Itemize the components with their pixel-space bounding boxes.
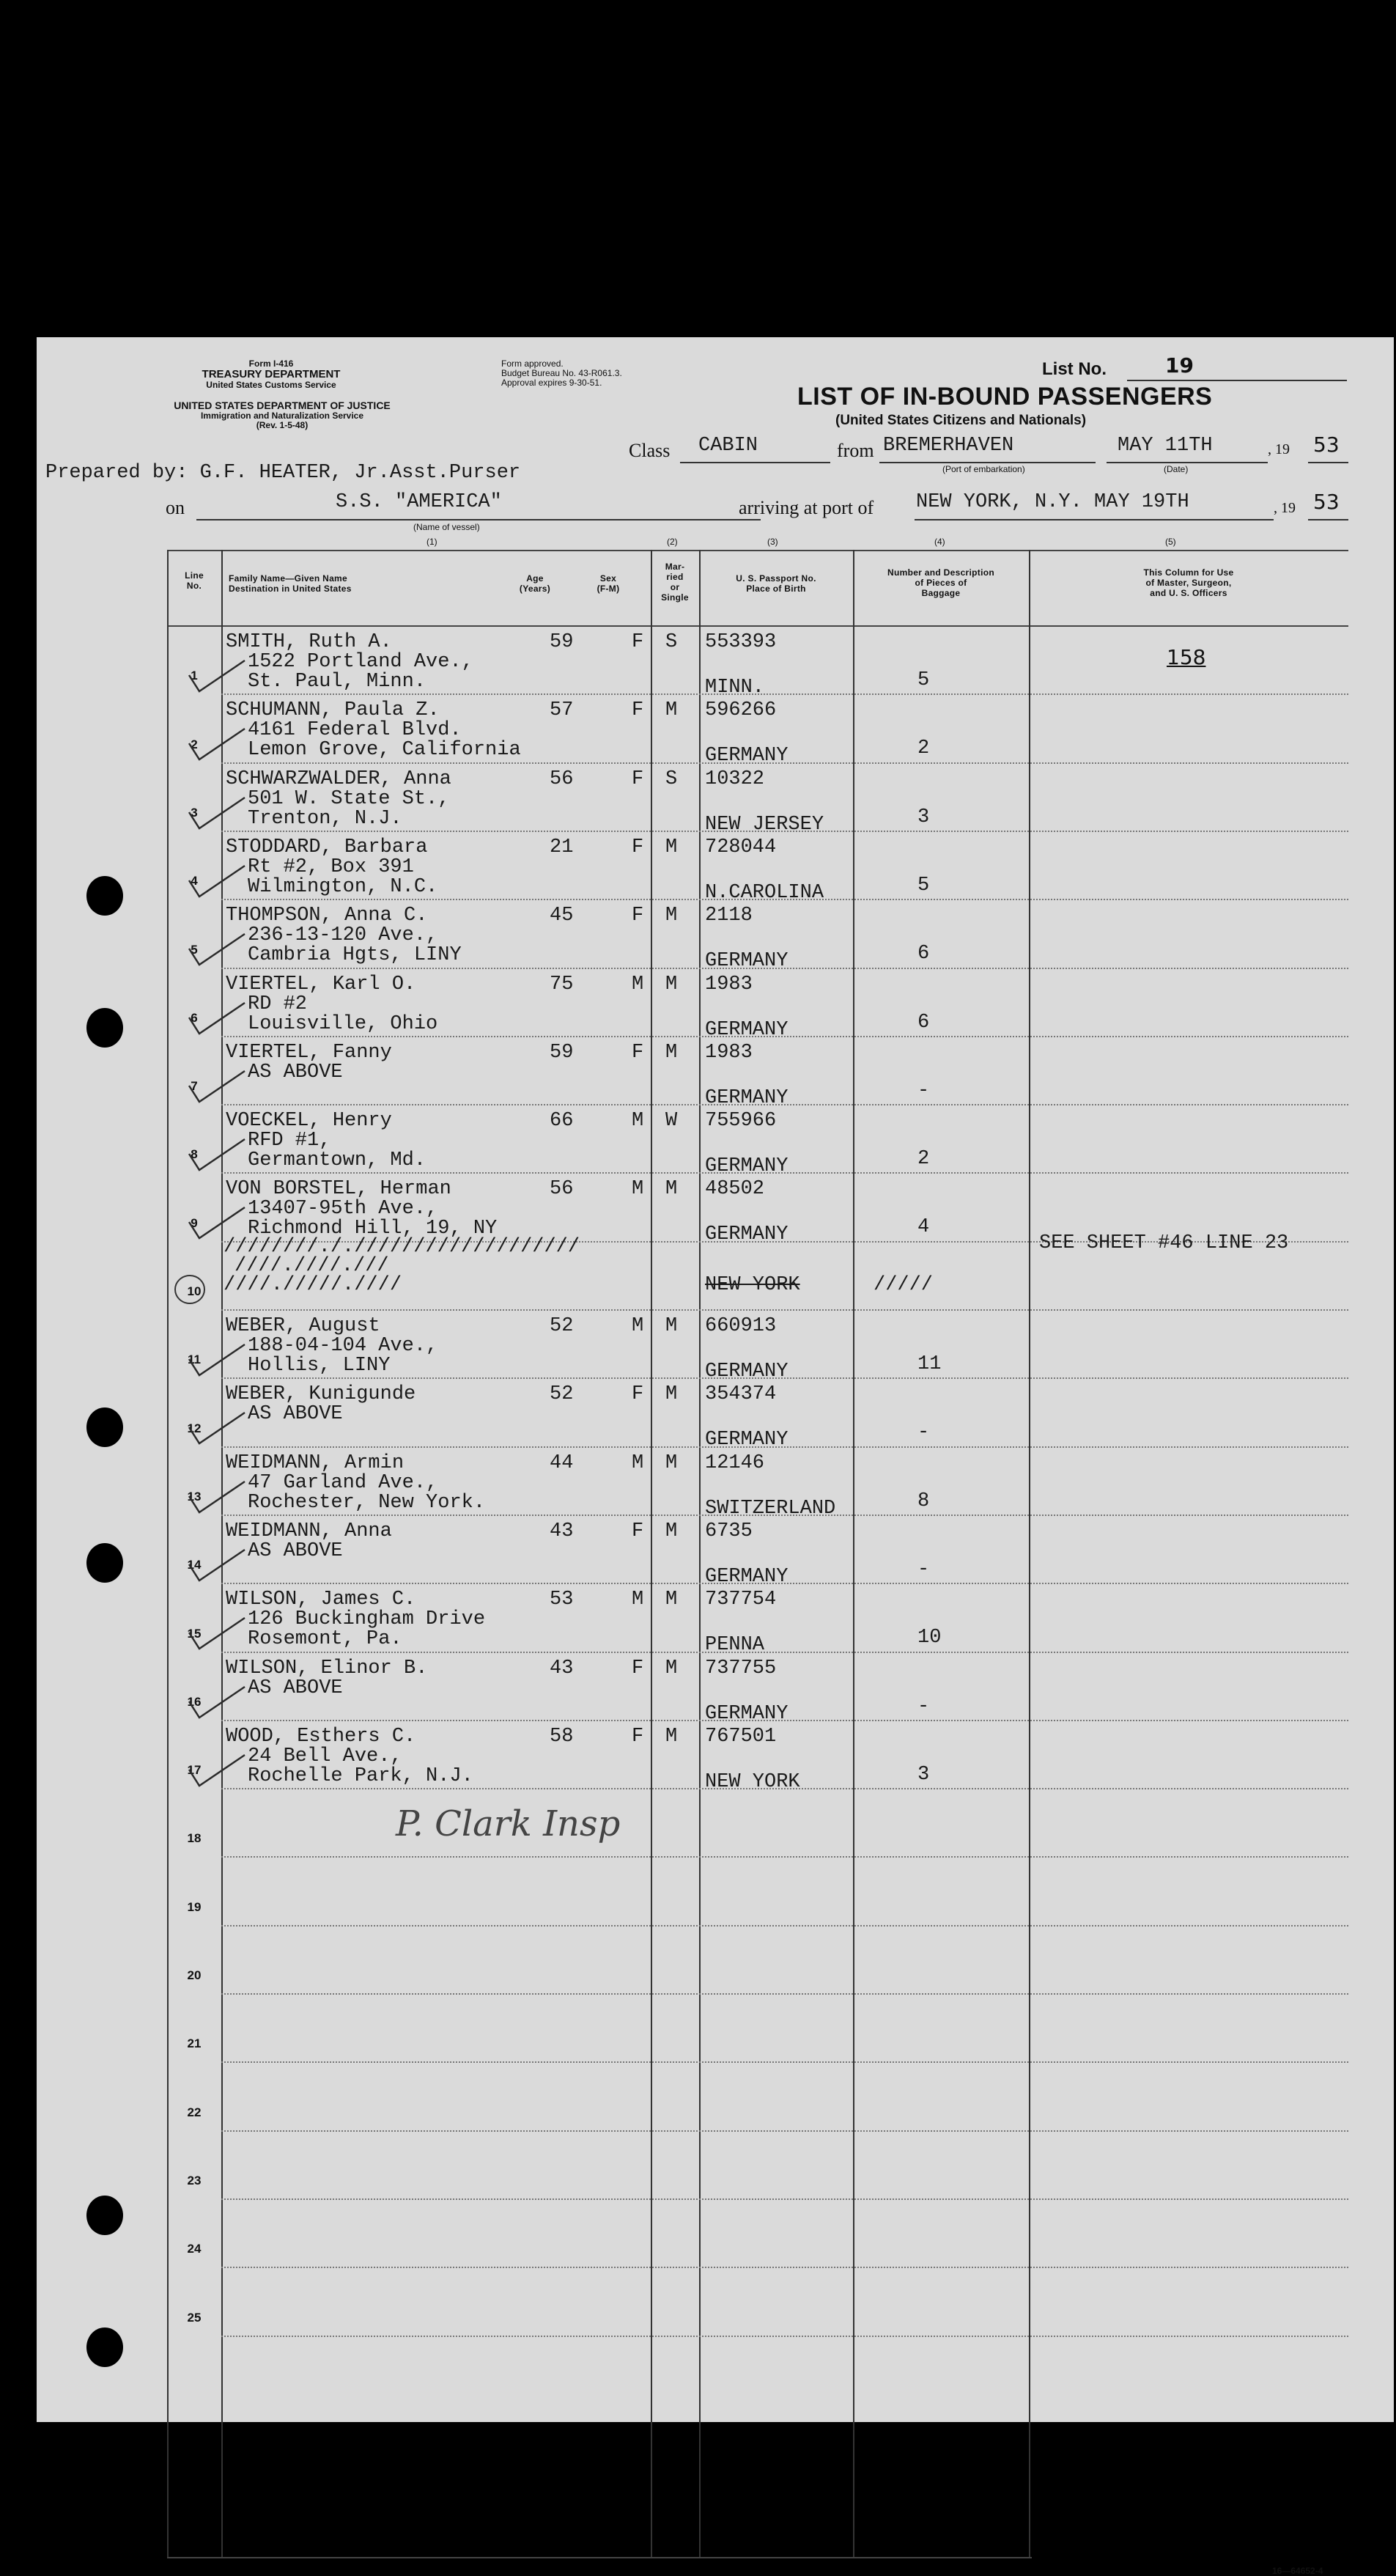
passenger-marital: S — [665, 768, 678, 790]
see-sheet-note: SEE SHEET #46 LINE 23 — [1039, 1232, 1289, 1254]
check-mark — [183, 1611, 249, 1655]
header-name: Family Name—Given Name Destination in United States — [229, 573, 352, 594]
passenger-marital: M — [665, 1451, 678, 1474]
passenger-name: SCHUMANN, Paula Z. — [226, 699, 440, 722]
line-number: 25 — [187, 2310, 202, 2325]
check-mark — [183, 858, 249, 902]
line-number: 9 — [191, 1215, 198, 1230]
vessel-name: S.S. "AMERICA" — [336, 491, 502, 513]
passenger-name: WILSON, Elinor B. — [226, 1657, 428, 1679]
passport-number: 596266 — [705, 699, 777, 722]
form-number: Form I-416 — [248, 358, 294, 369]
passenger-name: SMITH, Ruth A. — [226, 631, 392, 653]
cancelled-baggage: ///// — [874, 1274, 934, 1296]
col-number-5: (5) — [1165, 537, 1176, 547]
line-number: 7 — [191, 1079, 198, 1094]
passenger-sex: F — [632, 1520, 644, 1542]
check-mark — [183, 721, 249, 765]
passenger-address: 126 Buckingham Drive — [248, 1608, 486, 1631]
header-use: This Column for Use of Master, Surgeon, and U. S. Officers — [1143, 567, 1234, 598]
passenger-age: 21 — [550, 836, 574, 858]
col-number-3: (3) — [767, 537, 778, 547]
passenger-address: 47 Garland Ave., — [248, 1471, 438, 1494]
check-mark — [183, 1132, 249, 1176]
baggage-count: 3 — [917, 806, 930, 828]
passenger-sex: F — [632, 1383, 644, 1406]
passenger-age: 58 — [550, 1725, 574, 1748]
line-number: 5 — [191, 942, 198, 957]
line-number: 8 — [191, 1147, 198, 1162]
col-number-2: (2) — [667, 537, 678, 547]
inspector-signature: P. Clark Insp — [396, 1803, 621, 1844]
departure-date: MAY 11TH — [1118, 435, 1213, 457]
place-of-birth: NEW YORK — [705, 1770, 800, 1793]
passenger-sex: F — [632, 1725, 644, 1748]
row-guide — [221, 2130, 1348, 2132]
baggage-count: 5 — [917, 874, 930, 897]
row-guide — [221, 2336, 1348, 2337]
passenger-sex: F — [632, 631, 644, 653]
arrival-port-date: NEW YORK, N.Y. MAY 19TH — [916, 491, 1189, 513]
line-number: 12 — [187, 1421, 202, 1435]
passenger-age: 53 — [550, 1589, 574, 1611]
passenger-age: 59 — [550, 1041, 574, 1064]
passport-number: 737755 — [705, 1657, 777, 1679]
line-number: 4 — [191, 874, 198, 888]
passenger-name: WILSON, James C. — [226, 1589, 416, 1611]
passport-number: 737754 — [705, 1589, 777, 1611]
passenger-sex: M — [632, 973, 644, 996]
passenger-marital: M — [665, 699, 678, 722]
place-of-birth: GERMANY — [705, 1565, 789, 1588]
place-of-birth: GERMANY — [705, 1429, 789, 1451]
footer-code: 16—64652-4 — [1272, 2566, 1323, 2576]
check-mark — [183, 1064, 249, 1108]
passenger-city: Rochester, New York. — [248, 1491, 486, 1514]
row-guide — [221, 1993, 1348, 1995]
list-no-value: 19 — [1165, 353, 1194, 378]
passport-number: 2118 — [705, 905, 753, 927]
passenger-address: 501 W. State St., — [248, 787, 450, 810]
check-mark — [183, 653, 249, 697]
passenger-age: 57 — [550, 699, 574, 722]
place-of-birth: PENNA — [705, 1634, 765, 1657]
row-guide — [221, 2198, 1348, 2200]
form-approved: Form approved. — [501, 358, 564, 369]
baggage-count: 11 — [917, 1353, 942, 1375]
year-prefix-text: 19 — [1275, 441, 1290, 457]
passport-number: 10322 — [705, 768, 765, 790]
baggage-count: - — [917, 1695, 930, 1718]
passenger-name: VIERTEL, Fanny — [226, 1041, 392, 1064]
passenger-age: 52 — [550, 1315, 574, 1337]
passenger-address: AS ABOVE — [248, 1677, 343, 1699]
passenger-marital: M — [665, 1041, 678, 1064]
header-passport: U. S. Passport No. Place of Birth — [736, 573, 816, 594]
line-number: 1 — [191, 669, 198, 683]
passenger-address: 4161 Federal Blvd. — [248, 719, 462, 742]
line-number: 13 — [187, 1489, 202, 1504]
passenger-sex: F — [632, 836, 644, 858]
col-number-4: (4) — [934, 537, 945, 547]
punch-hole — [86, 2327, 123, 2367]
ins-service: Immigration and Naturalization Service — [200, 411, 364, 421]
place-of-birth: GERMANY — [705, 1018, 789, 1041]
budget-bureau: Budget Bureau No. 43-R061.3. — [501, 368, 622, 378]
header-age: Age (Years) — [519, 573, 551, 594]
check-mark — [183, 1474, 249, 1518]
passenger-age: 43 — [550, 1657, 574, 1679]
line-number: 21 — [187, 2036, 202, 2051]
place-of-birth: GERMANY — [705, 745, 789, 768]
passenger-address: AS ABOVE — [248, 1403, 343, 1426]
place-of-birth: GERMANY — [705, 1086, 789, 1109]
line-number: 2 — [191, 737, 198, 751]
passport-number: 728044 — [705, 836, 777, 858]
place-of-birth: MINN. — [705, 677, 765, 699]
passenger-marital: M — [665, 1657, 678, 1679]
passenger-city: Rochelle Park, N.J. — [248, 1764, 473, 1787]
baggage-count: - — [917, 1421, 930, 1444]
passenger-marital: M — [665, 905, 678, 927]
page-title: LIST OF IN-BOUND PASSENGERS — [797, 383, 1213, 411]
row-guide — [221, 2267, 1348, 2268]
passenger-age: 52 — [550, 1383, 574, 1406]
passenger-age: 45 — [550, 905, 574, 927]
place-of-birth: NEW JERSEY — [705, 813, 824, 836]
list-no-label: List No. — [1042, 359, 1107, 379]
passenger-address: 24 Bell Ave., — [248, 1745, 402, 1767]
row-guide — [221, 1652, 1348, 1653]
passenger-sex: M — [632, 1451, 644, 1474]
revision: (Rev. 1-5-48) — [256, 420, 309, 430]
line-number: 17 — [187, 1763, 202, 1778]
cancelled-line-2: ////.////./// — [234, 1255, 389, 1277]
passport-number: 6735 — [705, 1520, 753, 1542]
cancelled-line-3: ////./////.//// — [224, 1274, 402, 1296]
line-number: 16 — [187, 1694, 202, 1709]
passenger-name: VIERTEL, Karl O. — [226, 973, 416, 996]
approval-expires: Approval expires 9-30-51. — [501, 378, 602, 388]
baggage-count: 3 — [917, 1763, 930, 1786]
manifest-sheet — [37, 337, 1394, 2576]
passenger-address: 236-13-120 Ave., — [248, 924, 438, 947]
passenger-marital: W — [665, 1110, 678, 1133]
port-caption: (Port of embarkation) — [942, 464, 1025, 474]
passport-number: 553393 — [705, 631, 777, 653]
baggage-count: 2 — [917, 1148, 930, 1171]
header-line-no: Line No. — [185, 570, 204, 591]
passenger-address: RFD #1, — [248, 1130, 331, 1152]
check-mark — [183, 1337, 249, 1381]
line-number: 15 — [187, 1626, 202, 1641]
passport-number: 755966 — [705, 1110, 777, 1133]
row-guide — [221, 2061, 1348, 2063]
class-label: Class — [629, 440, 671, 461]
baggage-count: 2 — [917, 737, 930, 760]
date-caption: (Date) — [1164, 464, 1189, 474]
passenger-marital: M — [665, 973, 678, 996]
passenger-sex: M — [632, 1315, 644, 1337]
col-number-1: (1) — [426, 537, 437, 547]
check-mark — [183, 790, 249, 834]
passenger-address: RD #2 — [248, 993, 308, 1015]
passenger-name: THOMPSON, Anna C. — [226, 905, 428, 927]
vessel-caption: (Name of vessel) — [413, 522, 480, 532]
passenger-marital: M — [665, 836, 678, 858]
baggage-count: - — [917, 1558, 930, 1580]
baggage-count: 4 — [917, 1216, 930, 1239]
check-mark — [183, 1405, 249, 1449]
circled-line-10 — [171, 1271, 208, 1308]
passenger-name: WEBER, August — [226, 1315, 380, 1337]
passenger-address: Rt #2, Box 391 — [248, 855, 414, 878]
passenger-city: Germantown, Md. — [248, 1149, 426, 1172]
passenger-name: SCHWARZWALDER, Anna — [226, 768, 451, 790]
passenger-marital: M — [665, 1383, 678, 1406]
passenger-address: 188-04-104 Ave., — [248, 1335, 438, 1357]
year-arrival: 53 — [1313, 490, 1340, 514]
passenger-age: 43 — [550, 1520, 574, 1542]
passenger-city: Wilmington, N.C. — [248, 875, 438, 898]
passenger-city: Trenton, N.J. — [248, 807, 402, 830]
passenger-marital: M — [665, 1315, 678, 1337]
year-prefix-arr: , 19 — [1274, 500, 1296, 516]
customs-service: United States Customs Service — [206, 380, 336, 390]
line-number: 11 — [188, 1353, 201, 1367]
punch-hole — [86, 1543, 123, 1583]
place-of-birth: GERMANY — [705, 1223, 789, 1246]
passport-number: 354374 — [705, 1383, 777, 1406]
passenger-sex: F — [632, 768, 644, 790]
punch-hole — [86, 2196, 123, 2235]
passenger-name: VON BORSTEL, Herman — [226, 1178, 451, 1201]
passenger-city: Rosemont, Pa. — [248, 1628, 402, 1651]
line-number: 19 — [187, 1899, 202, 1914]
punch-hole — [86, 876, 123, 916]
line-number: 3 — [191, 805, 198, 820]
line-number: 10 — [187, 1284, 202, 1298]
passenger-sex: F — [632, 699, 644, 722]
justice-block — [165, 400, 399, 430]
year-prefix-dep: , 19 — [1268, 441, 1290, 457]
line-number: 24 — [187, 2242, 202, 2256]
passport-number: 1983 — [705, 973, 753, 996]
passenger-age: 56 — [550, 1178, 574, 1201]
row-guide — [221, 1856, 1348, 1858]
place-of-birth: GERMANY — [705, 950, 789, 973]
passenger-age: 75 — [550, 973, 574, 996]
check-mark — [183, 1542, 249, 1586]
passenger-age: 59 — [550, 631, 574, 653]
place-of-birth: GERMANY — [705, 1155, 789, 1178]
passenger-address: AS ABOVE — [248, 1539, 343, 1562]
check-mark — [183, 927, 249, 971]
passport-number: 767501 — [705, 1725, 777, 1748]
passenger-age: 56 — [550, 768, 574, 790]
from-value: BREMERHAVEN — [883, 435, 1014, 457]
passenger-marital: M — [665, 1725, 678, 1748]
page-subtitle: (United States Citizens and Nationals) — [835, 413, 1087, 428]
passenger-sex: M — [632, 1178, 644, 1201]
baggage-count: 5 — [917, 669, 930, 691]
passenger-address: AS ABOVE — [248, 1061, 343, 1083]
passenger-city: Cambria Hgts, LINY — [248, 944, 462, 967]
stamp-number: 158 — [1167, 645, 1206, 669]
passenger-city: Richmond Hill, 19, NY — [248, 1218, 498, 1240]
baggage-count: 8 — [917, 1490, 930, 1512]
place-of-birth: N.CAROLINA — [705, 881, 824, 904]
row-guide — [221, 1925, 1348, 1927]
passport-number: 48502 — [705, 1178, 765, 1201]
baggage-count: 6 — [917, 1011, 930, 1034]
from-label: from — [837, 440, 874, 461]
passenger-address: 1522 Portland Ave., — [248, 651, 473, 673]
baggage-count: 10 — [917, 1627, 942, 1649]
passenger-name: WEIDMANN, Anna — [226, 1520, 392, 1542]
punch-hole — [86, 1407, 123, 1447]
passenger-city: Hollis, LINY — [248, 1355, 391, 1377]
passport-number: 660913 — [705, 1315, 777, 1337]
passenger-city: St. Paul, Minn. — [248, 671, 426, 693]
header-baggage: Number and Description of Pieces of Baggage — [887, 567, 994, 598]
passenger-name: WEIDMANN, Armin — [226, 1451, 405, 1474]
place-of-birth: SWITZERLAND — [705, 1497, 836, 1520]
baggage-count: 6 — [917, 943, 930, 965]
passenger-city: Louisville, Ohio — [248, 1012, 438, 1035]
header-married: Mar- ried or Single — [661, 562, 689, 603]
passenger-sex: M — [632, 1589, 644, 1611]
punch-hole — [86, 1008, 123, 1048]
row-guide — [221, 1309, 1348, 1311]
passenger-sex: M — [632, 1110, 644, 1133]
line-number: 20 — [187, 1968, 202, 1982]
class-value: CABIN — [698, 435, 758, 457]
check-mark — [183, 996, 249, 1039]
passport-number: 12146 — [705, 1451, 765, 1474]
line-number: 18 — [187, 1831, 202, 1846]
line-number: 6 — [191, 1010, 198, 1025]
passenger-sex: F — [632, 1657, 644, 1679]
justice-dept: UNITED STATES DEPARTMENT OF JUSTICE — [174, 400, 391, 411]
treasury-dept: TREASURY DEPARTMENT — [202, 368, 341, 380]
passenger-sex: F — [632, 1041, 644, 1064]
form-block — [169, 359, 374, 390]
passenger-marital: M — [665, 1178, 678, 1201]
passenger-city: Lemon Grove, California — [248, 739, 521, 762]
passenger-sex: F — [632, 905, 644, 927]
prepared-by: Prepared by: G.F. HEATER, Jr.Asst.Purser — [45, 462, 521, 484]
passenger-age: 44 — [550, 1451, 574, 1474]
check-mark — [183, 1679, 249, 1723]
check-mark — [183, 1748, 249, 1792]
passenger-name: STODDARD, Barbara — [226, 836, 428, 858]
passenger-marital: M — [665, 1520, 678, 1542]
line-number: 14 — [187, 1558, 202, 1572]
line-number: 22 — [187, 2105, 202, 2119]
passport-number: 1983 — [705, 1041, 753, 1064]
place-of-birth: GERMANY — [705, 1702, 789, 1725]
on-label: on — [166, 497, 185, 518]
cancelled-line-1: ////////././////////////////// — [224, 1236, 580, 1258]
passenger-age: 66 — [550, 1110, 574, 1133]
passenger-marital: S — [665, 631, 678, 653]
arriving-label: arriving at port of — [739, 497, 874, 518]
baggage-count: - — [917, 1079, 930, 1102]
year-departure: 53 — [1313, 433, 1340, 457]
row-guide — [221, 693, 1348, 695]
passenger-name: WEBER, Kunigunde — [226, 1383, 416, 1406]
form-approval — [501, 359, 622, 388]
line-number: 23 — [187, 2173, 202, 2187]
passenger-address: 13407-95th Ave., — [248, 1198, 438, 1221]
passenger-marital: M — [665, 1589, 678, 1611]
passenger-name: WOOD, Esthers C. — [226, 1725, 416, 1748]
header-sex: Sex (F-M) — [597, 573, 620, 594]
year-prefix-text: 19 — [1281, 500, 1296, 516]
cancelled-place: NEW YORK — [705, 1274, 800, 1296]
passenger-name: VOECKEL, Henry — [226, 1110, 392, 1133]
place-of-birth: GERMANY — [705, 1361, 789, 1383]
